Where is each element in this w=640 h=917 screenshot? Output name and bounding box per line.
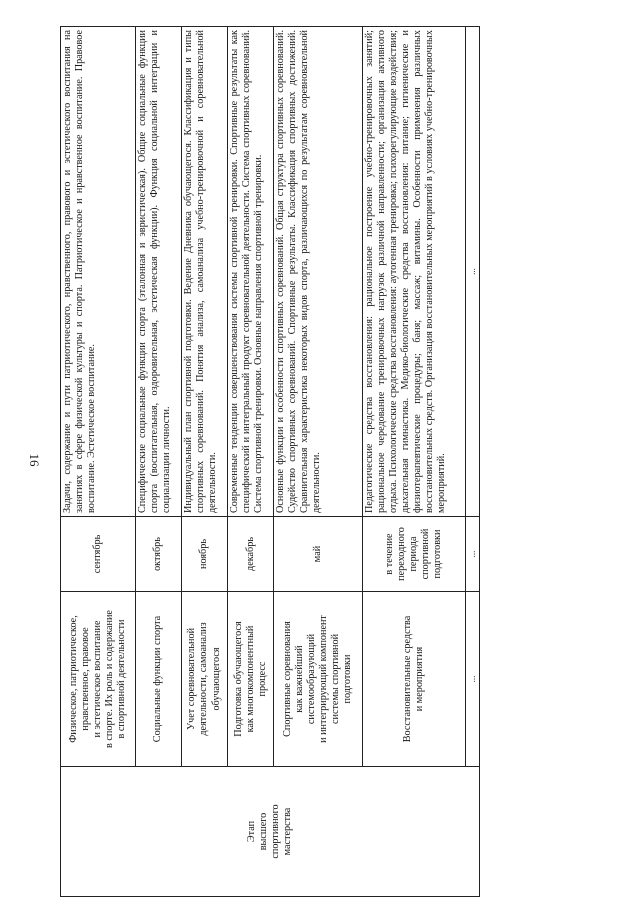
content-cell: Педагогические средства восстановления: рациональное построение учебно-тренировочных занятий; рациональное чередование тренировочных нагрузок различной направленности; организация активного отдыха. Психологические средства восстановления: аутогенная тренировка; психорегулирующие воздействия; дыхательная гимнастика. Медико-биологические средства восстановления: питание; гигиенические и физиотерапевтические процедуры; баня; массаж; витамины. Особенности применения различных восстановительных средств. Организация восстановительных мероприятий в условиях учебно-тренировочных мероприятий. (363, 27, 466, 517)
topic-cell (135, 592, 181, 767)
topic-cell (228, 592, 274, 767)
month-cell (274, 517, 363, 592)
month-line: декабрь (244, 537, 256, 571)
topic-line: в спортивной деятельности (115, 619, 127, 739)
stage-line: мастерства (282, 807, 294, 856)
page-number: 16 (27, 453, 42, 467)
curriculum-table (60, 26, 480, 897)
topic-cell (274, 592, 363, 767)
topic-cell (363, 592, 466, 767)
topic-line: нравственное, правовое (79, 627, 91, 731)
ellipsis-cell: ... (466, 27, 480, 517)
month-cell (61, 517, 136, 592)
content-cell: Современные тенденции совершенствования системы спортивной тренировки. Спортивные результаты как специфический и интегральный продукт соревновательной деятельности. Система спортивных соревнований. Система спортивной тренировки. Основные направления спортивной тренировки. (228, 27, 274, 517)
stage-line: высшего (257, 812, 269, 851)
topic-line: Физическое, патриотическое, (67, 615, 79, 743)
month-cell (228, 517, 274, 592)
content-cell: Специфические социальные функции спорта (эталонная и эвристическая). Общие социальные функции спорта (воспитательная, оздоровительная, эстетическая функции). Функция социальной интеграции и социализации личности. (135, 27, 181, 517)
topic-line: как многокомпонентный (244, 625, 256, 733)
topic-line: подготовки (342, 654, 354, 704)
month-line: в течение (384, 533, 396, 575)
ellipsis-cell: ... (466, 592, 480, 767)
table-row (181, 27, 227, 897)
topic-cell (61, 592, 136, 767)
stage-line: спортивного (270, 804, 281, 859)
content-cell: Индивидуальный план спортивной подготовки. Ведение Дневника обучающегося. Классификация и типы спортивных соревнований. Понятия анализа, самоанализа учебно-тренировочной и соревновательной деятельности. (181, 27, 227, 517)
table-row (135, 27, 181, 897)
topic-line: системообразующий (306, 633, 318, 725)
topic-line: Спортивные соревнования (282, 621, 294, 737)
topic-cell (181, 592, 227, 767)
table-row-ellipsis (466, 27, 480, 897)
month-line: периода (408, 536, 420, 572)
topic-line: системы спортивной (330, 633, 342, 725)
topic-line: Восстановительные средства (402, 615, 414, 743)
stage-line: Этап (245, 820, 257, 843)
table-row (274, 27, 363, 897)
table-row (228, 27, 274, 897)
month-cell (135, 517, 181, 592)
month-line: подготовки (432, 529, 444, 579)
month-cell (363, 517, 466, 592)
topic-line: и интегрирующий компонент (318, 615, 330, 743)
table-row (363, 27, 466, 897)
month-line: переходного (396, 527, 408, 581)
month-line: октябрь (152, 537, 164, 571)
topic-line: Подготовка обучающегося (232, 621, 244, 737)
stage-cell (61, 767, 480, 897)
topic-line: деятельности, самоанализ (198, 622, 210, 736)
topic-line: в спорте. Их роль и содержание (103, 610, 115, 748)
month-line: ноябрь (198, 539, 210, 569)
rotated-table-container (60, 27, 480, 897)
month-line: спортивной (420, 528, 432, 580)
month-cell (181, 517, 227, 592)
topic-line: и эстетическое воспитание (91, 620, 103, 738)
content-cell: Основные функции и особенности спортивных соревнований. Общая структура спортивных соревнований. Судейство спортивных соревнований. Спортивные результаты. Классификация спортивных достижений. Сравнительная характеристика некоторых видов спорта, различающихся по результатам соревновательной деятельности. (274, 27, 363, 517)
topic-line: и мероприятия (414, 646, 426, 712)
content-cell: Задачи, содержание и пути патриотического, нравственного, правового и эстетического воспитания на занятиях в сфере физической культуры и спорта. Патриотическое и нравственное воспитание. Правовое воспитание. Эстетическое воспитание. (61, 27, 136, 517)
ellipsis-cell: ... (466, 517, 480, 592)
table-row (61, 27, 136, 897)
month-line: май (312, 545, 324, 563)
month-line: сентябрь (91, 534, 103, 574)
topic-line: как важнейший (294, 645, 306, 713)
topic-line: обучающегося (210, 647, 222, 711)
topic-line: Социальные функции спорта (152, 615, 164, 743)
topic-line: процесс (256, 661, 268, 697)
topic-line: Учет соревновательной (186, 627, 198, 731)
